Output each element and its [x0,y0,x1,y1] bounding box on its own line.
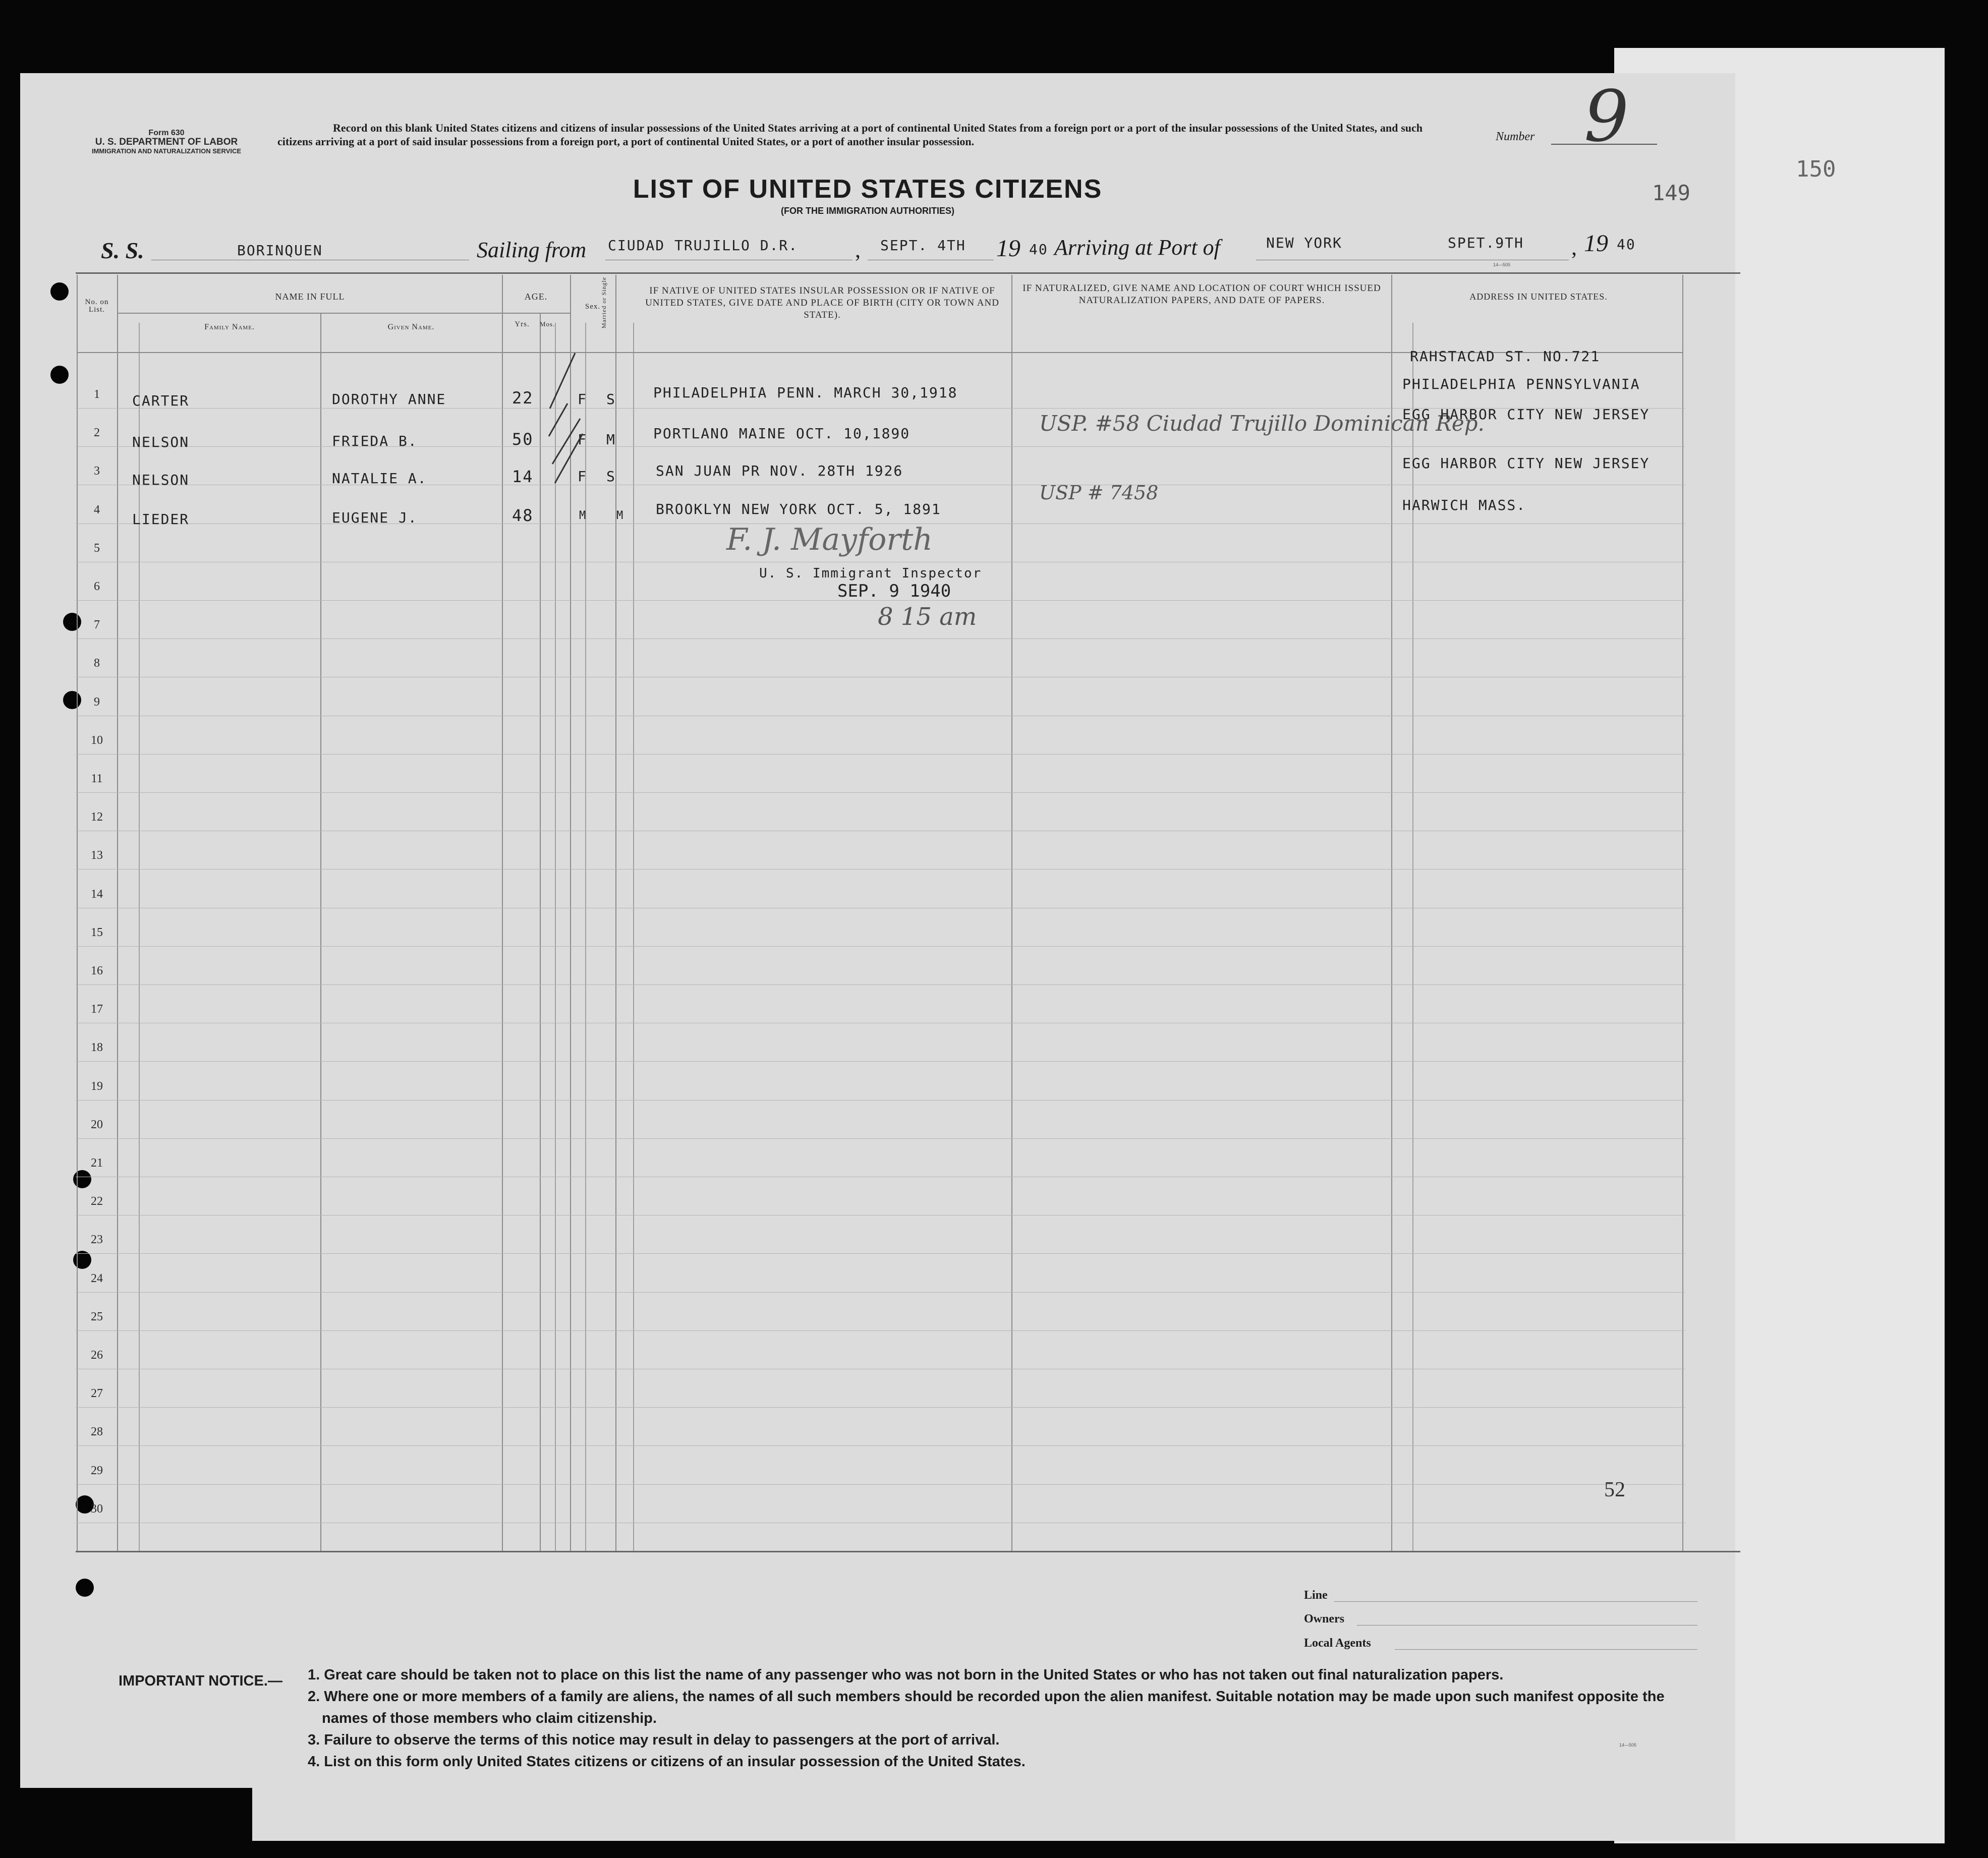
row-2-address: EGG HARBOR CITY NEW JERSEY [1402,406,1650,423]
row-3-sex: F [578,468,587,485]
row-1-sex: F [578,391,587,408]
header-mos: Mos. [540,320,555,328]
column-line [320,313,321,1551]
header-family-name: Family Name. [204,323,255,331]
punch-hole [63,691,81,709]
arrival-port: NEW YORK [1266,235,1342,251]
header-address: ADDRESS IN UNITED STATES. [1469,292,1608,302]
row-4-sex: M [579,509,587,522]
table-top-border [76,272,1740,274]
row-line [76,1330,1685,1331]
ship-name: BORINQUEN [237,242,323,259]
row-4-marital: M [616,509,624,522]
punch-hole [63,613,81,631]
check-marks [540,343,620,525]
row-1-yrs: 22 [512,388,534,408]
row-3-given: NATALIE A. [332,470,427,487]
print-code: 14—505 [1493,262,1511,267]
form-number: Form 630 [148,129,185,137]
row-4-naturalized-handwritten: USP # 7458 [1039,482,1159,504]
row-number: 24 [91,1271,103,1285]
row-4-birth: BROOKLYN NEW YORK OCT. 5, 1891 [656,501,941,517]
row-number: 12 [91,810,103,824]
row-number: 4 [94,503,100,516]
row-number: 27 [91,1387,103,1401]
line-label: Line [1304,1589,1328,1602]
row-number: 13 [91,849,103,862]
header-naturalized: IF NATURALIZED, GIVE NAME AND LOCATION OF COURT WHICH ISSUED NATURALIZATION PAPERS, AND DATE OF PAPERS. [1023,283,1381,306]
row-line [76,1292,1685,1293]
header-birth: IF NATIVE OF UNITED STATES INSULAR POSSESSION OR IF NATIVE OF UNITED STATES, GIVE DATE AND PLACE OF BIRTH (CITY OR TOWN AND STATE). [645,285,999,320]
back-page-number: 150 [1796,156,1836,182]
row-3-yrs: 14 [512,467,534,486]
sailing-from-port: CIUDAD TRUJILLO D.R. [608,237,799,254]
notice-3: 3. Failure to observe the terms of this notice may result in delay to passengers at the port of arrival. [308,1732,1000,1748]
row-1-family: CARTER [132,392,190,409]
sheet-page-number: 52 [1604,1478,1625,1501]
owners-label: Owners [1304,1612,1344,1625]
row-line [76,638,1685,639]
inspector-signature: F. J. Mayforth [726,522,933,557]
arriving-label: Arriving at Port of [1054,235,1220,260]
inspection-time-handwritten: 8 15 am [878,603,977,631]
row-4-family: LIEDER [132,511,190,528]
row-2-sex: F [578,431,587,448]
row-3-birth: SAN JUAN PR NOV. 28TH 1926 [656,462,903,479]
row-4-yrs: 48 [512,506,534,525]
row-number: 21 [91,1156,103,1170]
header-name-in-full: NAME IN FULL [275,292,345,302]
row-number: 8 [94,657,100,670]
row-line [76,792,1685,793]
row-line [76,1061,1685,1062]
row-line [76,446,1685,447]
header-married-single: Married or Single [600,276,607,329]
row-number: 20 [91,1118,103,1131]
row-2-birth: PORTLANO MAINE OCT. 10,1890 [653,425,911,442]
page-subtitle: (FOR THE IMMIGRATION AUTHORITIES) [781,206,954,216]
row-number: 28 [91,1425,103,1439]
row-number: 25 [91,1310,103,1323]
form-id [71,129,262,156]
departure-year-prefix: 19 [996,235,1020,262]
service-name: IMMIGRATION AND NATURALIZATION SERVICE [91,147,242,155]
row-1-birth: PHILADELPHIA PENN. MARCH 30,1918 [653,384,958,401]
row-line [76,1445,1685,1446]
row-line [76,1484,1685,1485]
row-line [76,946,1685,947]
header-no: No. on List. [85,298,109,314]
row-1-given: DOROTHY ANNE [332,391,446,408]
row-line [76,1253,1685,1254]
column-line [77,275,78,1551]
row-number: 2 [94,426,100,440]
sailing-from-label: Sailing from [477,238,587,262]
row-2-naturalized-handwritten: USP. #58 Ciudad Trujillo Dominican Rep. [1039,411,1485,436]
column-line [1391,275,1392,1551]
notice-1: 1. Great care should be taken not to place on this list the name of any passenger who was not born in the United States or who has not taken out final naturalization papers. [308,1667,1504,1683]
departure-date: SEPT. 4TH [880,237,966,254]
notice-list [308,1664,1710,1773]
page-title: LIST OF UNITED STATES CITIZENS [633,175,1103,204]
department-name: U. S. DEPARTMENT OF LABOR [95,137,238,147]
row-2-yrs: 50 [512,430,534,449]
column-line [633,323,634,1551]
row-number: 7 [94,618,100,632]
header-age: AGE. [524,292,548,302]
footer-print-code: 14—505 [1619,1743,1637,1748]
column-line [502,275,503,1551]
row-number: 30 [91,1502,103,1516]
row-number: 18 [91,1041,103,1055]
row-number: 17 [91,1003,103,1016]
row-number: 9 [94,695,100,709]
row-3-address: EGG HARBOR CITY NEW JERSEY [1402,455,1650,472]
row-number: 23 [91,1233,103,1247]
notice-2: 2. Where one or more members of a family are aliens, the names of all such members should be recorded upon the alien manifest. Suitable notation may be made upon such manifest opposite the names of those members who claim citizenship. [308,1689,1665,1726]
header-divider [117,313,571,314]
row-2-given: FRIEDA B. [332,433,418,449]
row-number: 11 [91,772,103,785]
manifest-sheet-tail [252,1785,1735,1841]
arrival-year: 40 [1617,236,1636,253]
list-number-handwritten: 9 [1584,76,1629,158]
comma: , [1571,235,1577,260]
punch-hole [76,1579,94,1597]
ss-label: S. S. [101,238,144,263]
row-number: 5 [94,541,100,555]
row-number: 1 [94,388,100,401]
departure-year: 40 [1029,241,1048,258]
local-agents-label: Local Agents [1304,1637,1371,1650]
row-number: 16 [91,964,103,977]
row-number: 3 [94,464,100,478]
address-extra-line: RAHSTACAD ST. NO.721 [1410,348,1601,365]
arrival-year-prefix: 19 [1584,230,1608,257]
column-line [1011,275,1012,1551]
row-1-marital: S [606,391,616,408]
local-agents-underline [1395,1649,1697,1650]
record-instructions: Record on this blank United States citizens and citizens of insular possessions of the United States arriving at a port of continental United States from a foreign port or a port of the insular possessions of the United States, and such citizens arriving at a port of said insular possessions from a foreign port, a port of continental United States, or a port of another insular possession. [277,122,1423,148]
row-number: 14 [91,887,103,901]
row-1-address: PHILADELPHIA PENNSYLVANIA [1402,376,1640,392]
row-number: 26 [91,1349,103,1362]
inspector-title: U. S. Immigrant Inspector [759,566,982,581]
row-number: 6 [94,580,100,593]
punch-hole [50,282,69,301]
row-number: 10 [91,733,103,747]
header-sex: Sex. [585,303,601,311]
column-line [139,323,140,1551]
row-4-given: EUGENE J. [332,509,418,526]
row-line [76,1407,1685,1408]
line-underline [1334,1601,1697,1602]
header-yrs: Yrs. [515,320,530,328]
notice-4: 4. List on this form only United States citizens or citizens of an insular possession of the United States. [308,1754,1026,1770]
row-2-marital: M [606,431,616,448]
page-stamp: 149 [1652,181,1690,205]
row-3-marital: S [606,468,616,485]
row-4-address: HARWICH MASS. [1402,497,1526,513]
comma: , [855,238,861,262]
row-number: 29 [91,1464,103,1477]
punch-hole [50,366,69,384]
column-line [1682,275,1683,1551]
row-3-family: NELSON [132,472,190,488]
row-2-family: NELSON [132,434,190,450]
table-bottom-border [76,1551,1740,1552]
important-notice-label: IMPORTANT NOTICE.— [119,1673,282,1689]
column-line [117,275,118,1551]
row-number: 19 [91,1079,103,1093]
punch-hole [73,1170,91,1188]
row-line [76,984,1685,985]
row-line [76,1138,1685,1139]
row-number: 15 [91,925,103,939]
inspection-date-stamp: SEP. 9 1940 [837,581,951,601]
header-given-name: Given Name. [387,323,435,331]
arrival-date: SPET.9TH [1448,235,1524,251]
number-label: Number [1496,130,1535,143]
row-number: 22 [91,1195,103,1208]
